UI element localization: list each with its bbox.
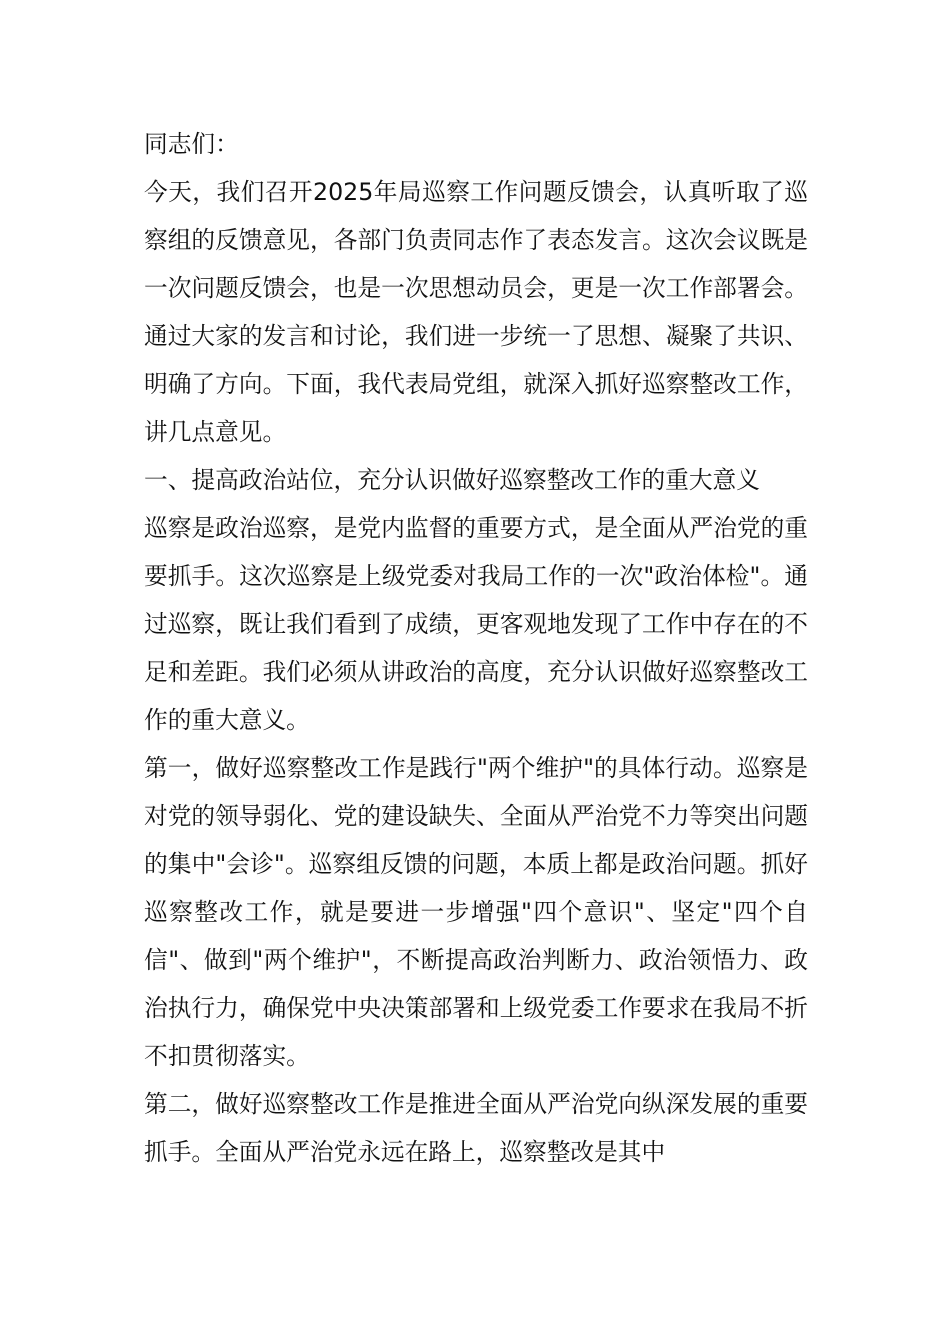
paragraph-intro: 今天，我们召开2025年局巡察工作问题反馈会，认真听取了巡察组的反馈意见，各部门负责同志作了表态发言。这次会议既是一次问题反馈会，也是一次思想动员会，更是一次工作部署会。通过大家的发言和讨论，我们进一步统一了思想、凝聚了共识、明确了方向。下面，我代表局党组，就深入抓好巡察整改工作，讲几点意见。 <box>144 178 808 446</box>
paragraph-point-1: 第一，做好巡察整改工作是践行"两个维护"的具体行动。巡察是对党的领导弱化、党的建设缺失、全面从严治党不力等突出问题的集中"会诊"。巡察组反馈的问题，本质上都是政治问题。抓好巡察整改工作，就是要进一步增强"四个意识"、坚定"四个自信"、做到"两个维护"，不断提高政治判断力、政治领悟力、政治执行力，确保党中央决策部署和上级党委工作要求在我局不折不扣贯彻落实。 <box>144 754 808 1070</box>
speech-text <box>144 120 808 1176</box>
paragraph-point-2: 第二，做好巡察整改工作是推进全面从严治党向纵深发展的重要抓手。全面从严治党永远在路上，巡察整改是其中 <box>144 1090 808 1166</box>
salutation: 同志们： <box>144 130 239 158</box>
paragraph-section-1: 巡察是政治巡察，是党内监督的重要方式，是全面从严治党的重要抓手。这次巡察是上级党委对我局工作的一次"政治体检"。通过巡察，既让我们看到了成绩，更客观地发现了工作中存在的不足和差距。我们必须从讲政治的高度，充分认识做好巡察整改工作的重大意义。 <box>144 514 808 734</box>
section-heading-1: 一、提高政治站位，充分认识做好巡察整改工作的重大意义 <box>144 466 760 494</box>
